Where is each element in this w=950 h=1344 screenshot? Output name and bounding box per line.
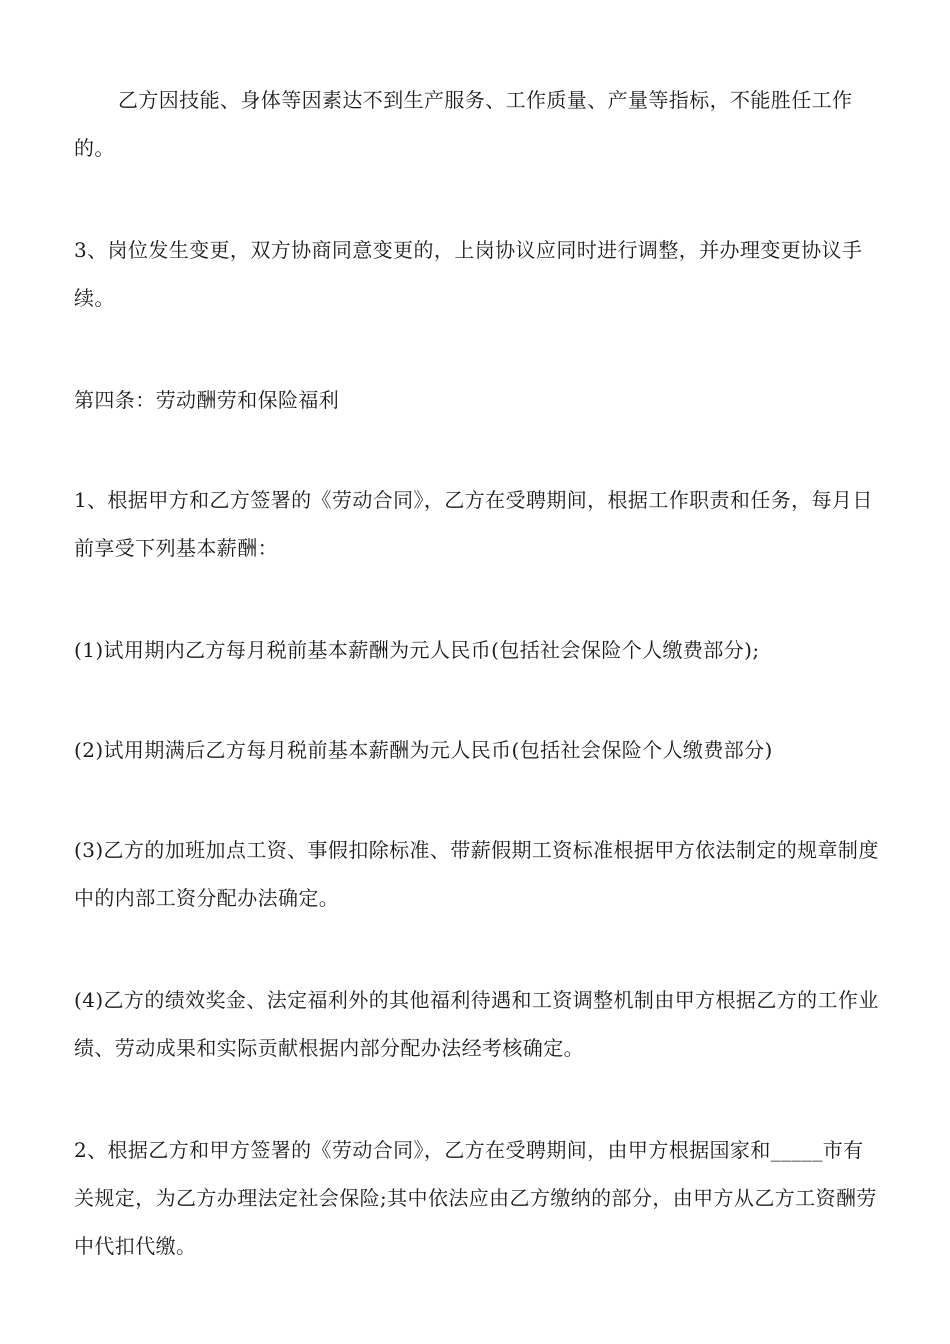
paragraph-position-change: 3、岗位发生变更，双方协商同意变更的，上岗协议应同时进行调整，并办理变更协议手续。 bbox=[74, 238, 863, 310]
section-heading-article-4: 第四条：劳动酬劳和保险福利 bbox=[74, 388, 340, 412]
paragraph-basic-salary: 1、根据甲方和乙方签署的《劳动合同》，乙方在受聘期间，根据工作职责和任务，每月日前享受下列基本薪酬： bbox=[74, 488, 873, 560]
paragraph-incompetence: 乙方因技能、身体等因素达不到生产服务、工作质量、产量等指标，不能胜任工作的。 bbox=[74, 88, 853, 160]
paragraph-performance-bonus: (4)乙方的绩效奖金、法定福利外的其他福利待遇和工资调整机制由甲方根据乙方的工作业绩、劳动成果和实际贡献根据内部分配办法经考核确定。 bbox=[74, 988, 879, 1060]
paragraph-overtime-pay: (3)乙方的加班加点工资、事假扣除标准、带薪假期工资标准根据甲方依法制定的规章制度中的内部工资分配办法确定。 bbox=[74, 838, 879, 910]
paragraph-probation-salary: (1)试用期内乙方每月税前基本薪酬为元人民币(包括社会保险个人缴费部分); bbox=[74, 638, 760, 662]
paragraph-post-probation-salary: (2)试用期满后乙方每月税前基本薪酬为元人民币(包括社会保险个人缴费部分) bbox=[74, 738, 773, 762]
paragraph-social-insurance: 2、根据乙方和甲方签署的《劳动合同》，乙方在受聘期间，由甲方根据国家和_____市有关规定，为乙方办理法定社会保险;其中依法应由乙方缴纳的部分，由甲方从乙方工资酬劳中代扣代缴。 bbox=[74, 1138, 877, 1258]
